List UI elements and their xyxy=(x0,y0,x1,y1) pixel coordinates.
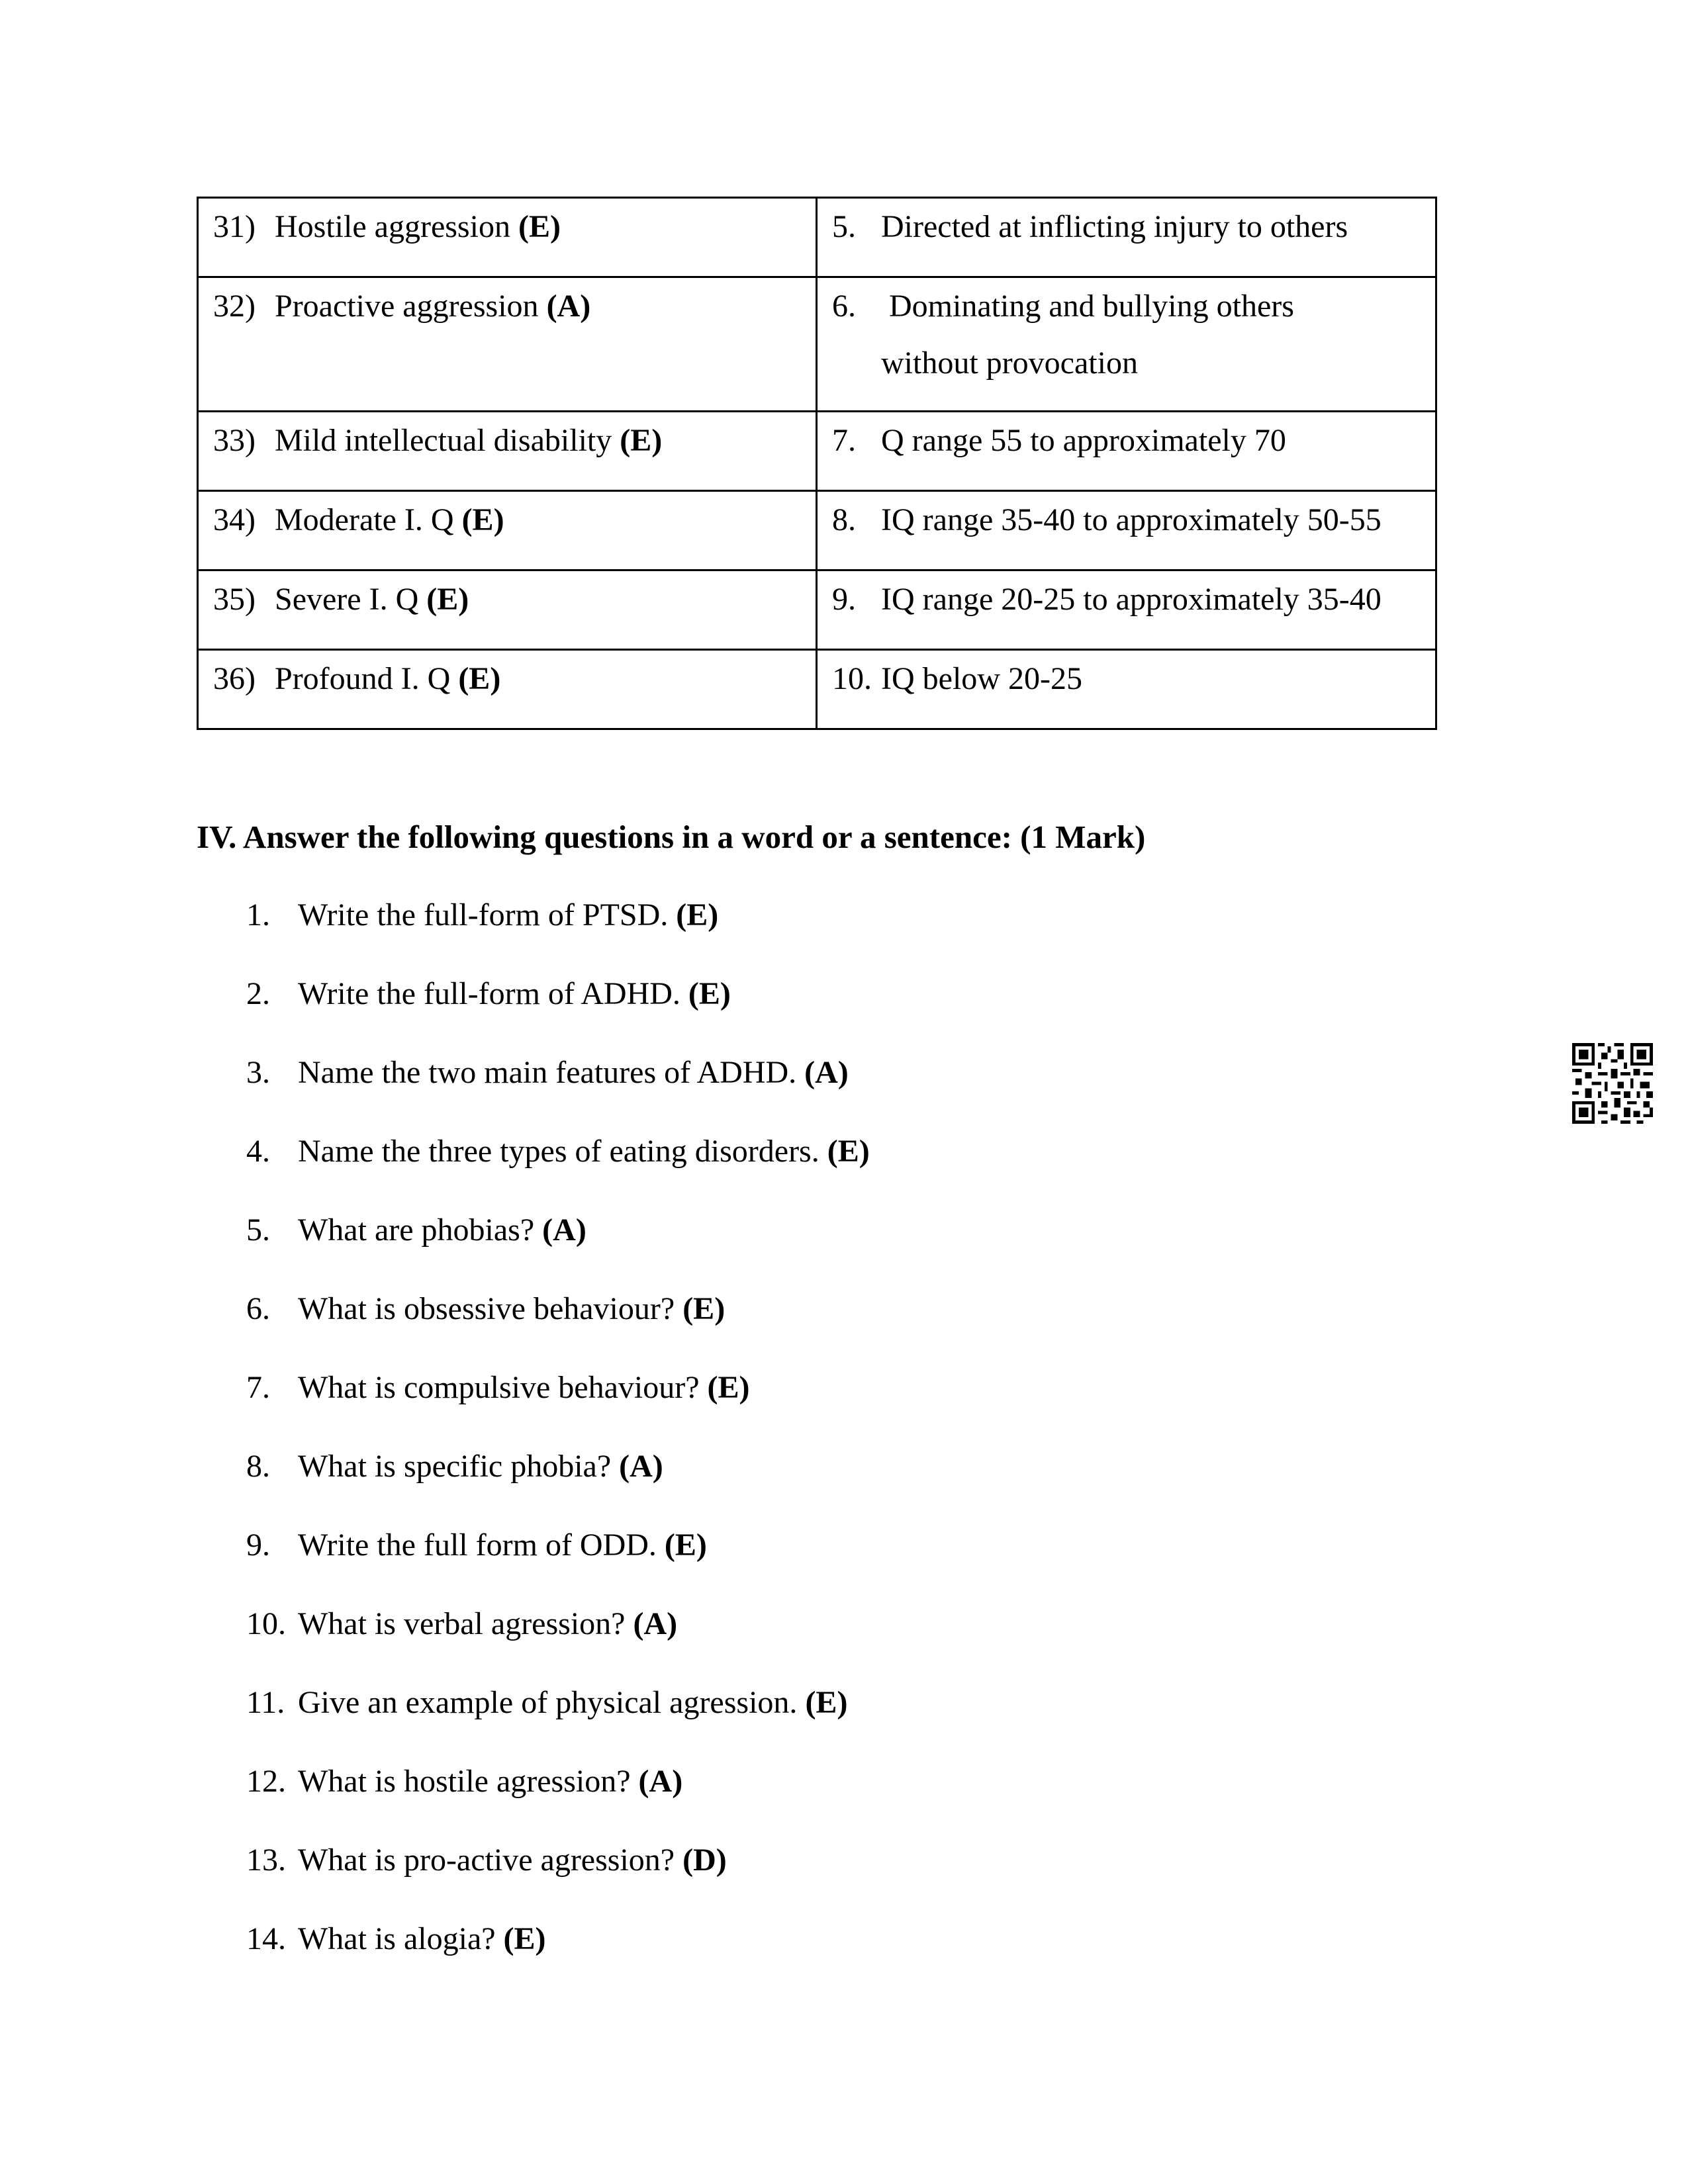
left-cell xyxy=(198,198,817,277)
left-number: 32) xyxy=(213,289,256,324)
right-text-continued: without provocation xyxy=(881,345,1138,381)
right-number: 5. xyxy=(832,209,856,244)
right-number: 6. xyxy=(832,289,856,324)
table-row xyxy=(198,570,1436,650)
question-number: 10. xyxy=(246,1606,286,1641)
match-table xyxy=(197,197,1437,730)
difficulty-tag: (A) xyxy=(638,1764,683,1799)
question-text: What is pro-active agression? xyxy=(298,1843,675,1878)
question-text: Give an example of physical agression. xyxy=(298,1685,798,1720)
question-text: What is compulsive behaviour? xyxy=(298,1370,700,1405)
question-item xyxy=(246,1517,870,1596)
question-text: Write the full-form of PTSD. xyxy=(298,897,669,933)
left-text: Mild intellectual disability xyxy=(275,423,612,458)
right-text: Q range 55 to approximately 70 xyxy=(881,423,1286,458)
question-text: What is hostile agression? xyxy=(298,1764,631,1799)
left-number: 36) xyxy=(213,661,256,696)
left-text: Severe I. Q xyxy=(275,582,419,617)
left-text: Moderate I. Q xyxy=(275,502,454,537)
question-text: What are phobias? xyxy=(298,1212,535,1248)
question-number: 2. xyxy=(246,976,270,1011)
right-number: 10. xyxy=(832,661,872,696)
question-number: 7. xyxy=(246,1370,270,1405)
question-text: What is specific phobia? xyxy=(298,1449,612,1484)
question-text: What is alogia? xyxy=(298,1921,496,1956)
right-cell xyxy=(817,650,1436,729)
question-item xyxy=(246,966,870,1044)
question-text: What is verbal agression? xyxy=(298,1606,626,1641)
question-item xyxy=(246,1359,870,1438)
question-item xyxy=(246,1044,870,1123)
right-cell xyxy=(817,491,1436,570)
left-cell xyxy=(198,412,817,491)
question-item xyxy=(246,1202,870,1281)
question-text: Write the full form of ODD. xyxy=(298,1527,657,1563)
difficulty-tag: (E) xyxy=(676,897,719,933)
right-text: Directed at inflicting injury to others xyxy=(881,209,1348,244)
qr-code-icon xyxy=(1572,1043,1653,1124)
right-number: 8. xyxy=(832,502,856,537)
question-item xyxy=(246,1281,870,1359)
difficulty-tag: (E) xyxy=(664,1527,707,1563)
question-item xyxy=(246,1832,870,1911)
table-row xyxy=(198,650,1436,729)
right-text: IQ below 20-25 xyxy=(881,661,1082,696)
right-text: IQ range 35-40 to approximately 50-55 xyxy=(881,502,1382,537)
right-text: Dominating and bullying others xyxy=(881,289,1294,324)
difficulty-tag: (A) xyxy=(542,1212,586,1248)
left-number: 33) xyxy=(213,423,256,458)
difficulty-tag: (E) xyxy=(461,502,504,537)
left-text: Proactive aggression xyxy=(275,289,539,324)
left-cell xyxy=(198,491,817,570)
left-cell xyxy=(198,650,817,729)
question-text: What is obsessive behaviour? xyxy=(298,1291,675,1326)
question-number: 3. xyxy=(246,1055,270,1090)
right-cell xyxy=(817,277,1436,412)
difficulty-tag: (E) xyxy=(805,1685,848,1720)
left-number: 35) xyxy=(213,582,256,617)
left-number: 34) xyxy=(213,502,256,537)
left-number: 31) xyxy=(213,209,256,244)
right-text: IQ range 20-25 to approximately 35-40 xyxy=(881,582,1382,617)
table-row xyxy=(198,412,1436,491)
table-row xyxy=(198,277,1436,412)
question-item xyxy=(246,1438,870,1517)
left-text: Hostile aggression xyxy=(275,209,510,244)
right-cell xyxy=(817,570,1436,650)
table-row xyxy=(198,198,1436,277)
question-item xyxy=(246,1123,870,1202)
question-item xyxy=(246,1596,870,1674)
question-item xyxy=(246,1753,870,1832)
question-text: Name the three types of eating disorders. xyxy=(298,1134,820,1169)
difficulty-tag: (E) xyxy=(827,1134,870,1169)
table-row xyxy=(198,491,1436,570)
question-number: 12. xyxy=(246,1764,286,1799)
question-number: 4. xyxy=(246,1134,270,1169)
difficulty-tag: (A) xyxy=(619,1449,663,1484)
question-item xyxy=(246,1674,870,1753)
left-text: Profound I. Q xyxy=(275,661,451,696)
difficulty-tag: (E) xyxy=(707,1370,750,1405)
difficulty-tag: (E) xyxy=(458,661,501,696)
left-cell xyxy=(198,570,817,650)
difficulty-tag: (A) xyxy=(546,289,591,324)
question-text: Name the two main features of ADHD. xyxy=(298,1055,797,1090)
question-number: 13. xyxy=(246,1843,286,1878)
difficulty-tag: (E) xyxy=(620,423,663,458)
difficulty-tag: (D) xyxy=(682,1843,727,1878)
question-text: Write the full-form of ADHD. xyxy=(298,976,680,1011)
question-number: 5. xyxy=(246,1212,270,1248)
question-number: 14. xyxy=(246,1921,286,1956)
question-number: 11. xyxy=(246,1685,285,1720)
difficulty-tag: (E) xyxy=(503,1921,546,1956)
question-number: 8. xyxy=(246,1449,270,1484)
question-list xyxy=(246,887,870,1989)
right-number: 9. xyxy=(832,582,856,617)
left-cell xyxy=(198,277,817,412)
question-number: 6. xyxy=(246,1291,270,1326)
right-number: 7. xyxy=(832,423,856,458)
difficulty-tag: (E) xyxy=(682,1291,726,1326)
difficulty-tag: (E) xyxy=(518,209,561,244)
question-item xyxy=(246,887,870,966)
right-cell xyxy=(817,198,1436,277)
difficulty-tag: (E) xyxy=(688,976,731,1011)
difficulty-tag: (A) xyxy=(804,1055,849,1090)
section-title: IV. Answer the following questions in a word or a sentence: (1 Mark) xyxy=(197,819,1146,855)
difficulty-tag: (E) xyxy=(426,582,469,617)
question-number: 9. xyxy=(246,1527,270,1563)
right-cell xyxy=(817,412,1436,491)
question-item xyxy=(246,1911,870,1989)
difficulty-tag: (A) xyxy=(633,1606,678,1641)
question-number: 1. xyxy=(246,897,270,933)
